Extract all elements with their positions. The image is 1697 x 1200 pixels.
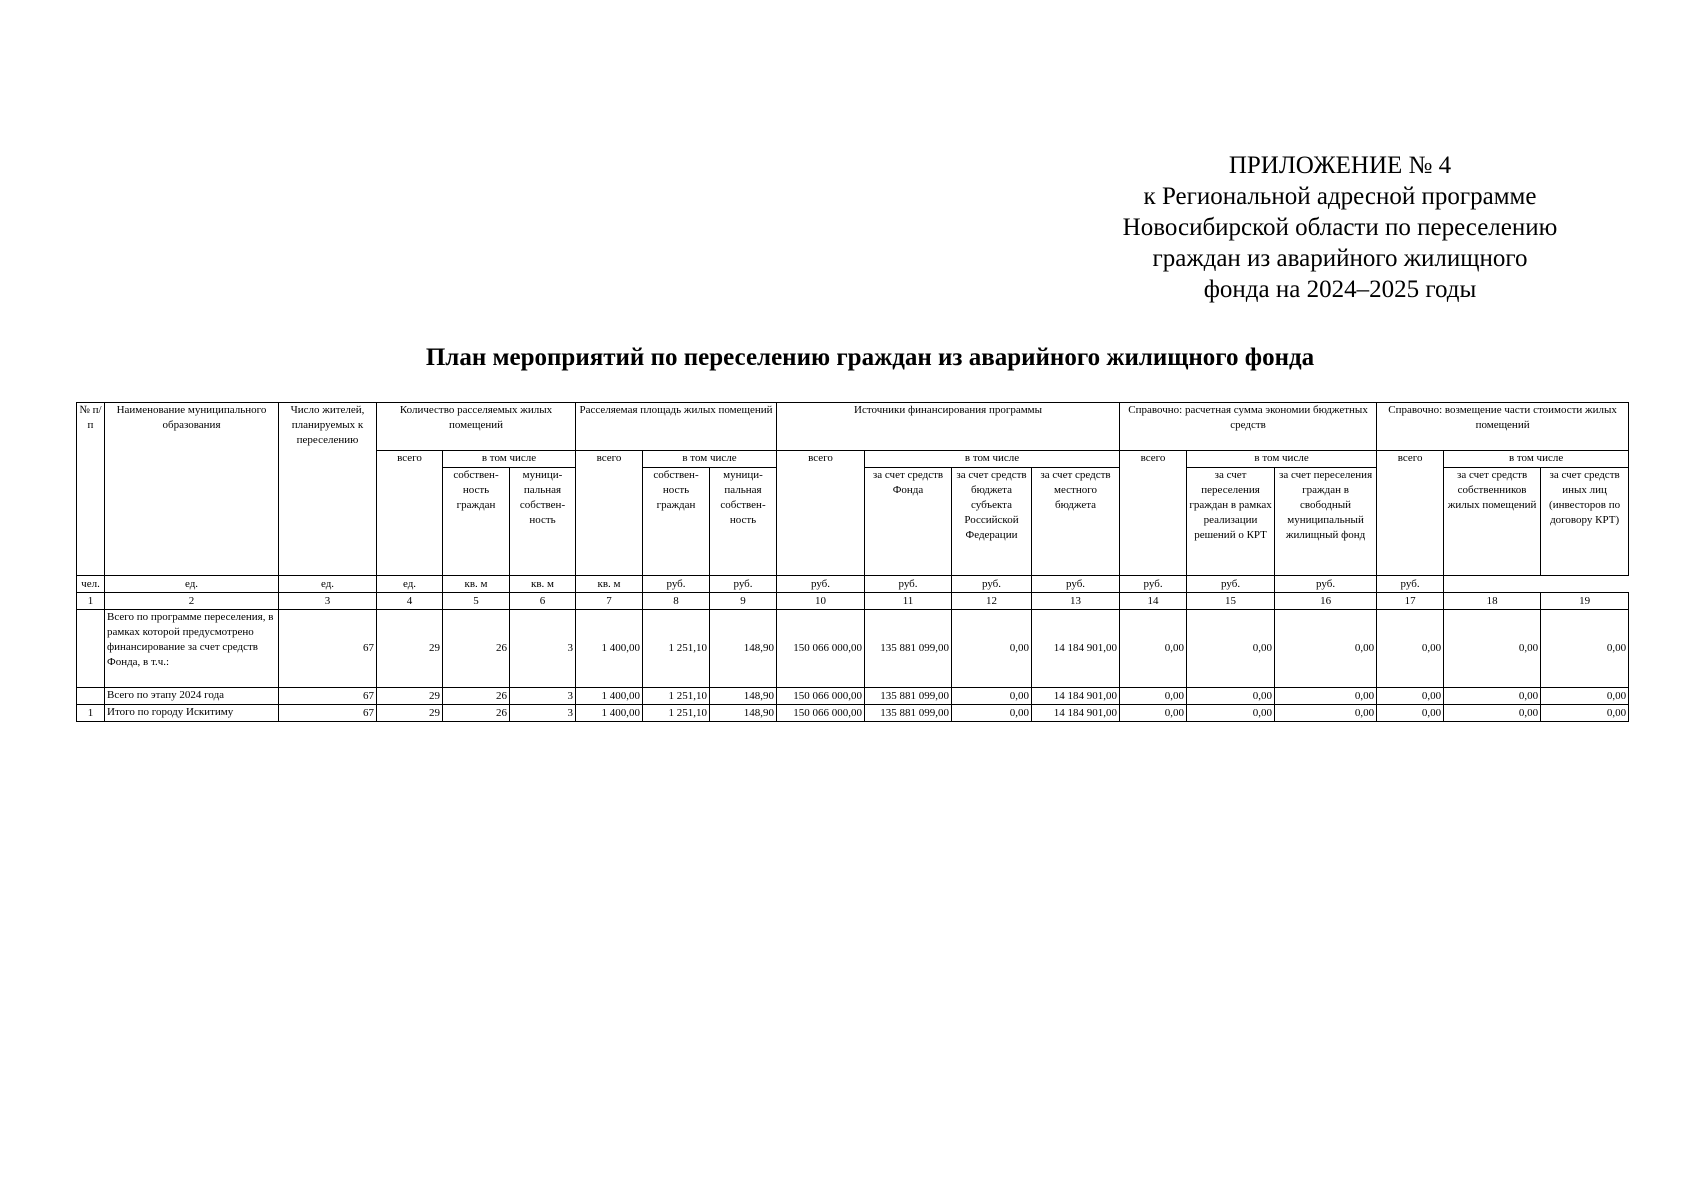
value-cell: 1 400,00	[576, 705, 643, 722]
header-num: № п/п	[77, 403, 105, 576]
value-cell: 26	[443, 705, 510, 722]
header-compensation-total: всего	[1377, 451, 1444, 576]
header-resettle-free: за счет переселения граждан в свободный муниципальный жилищный фонд	[1275, 468, 1377, 576]
value-cell: 3	[510, 705, 576, 722]
value-cell: 14 184 901,00	[1032, 610, 1120, 688]
value-cell: 148,90	[710, 610, 777, 688]
header-quantity-incl: в том числе	[443, 451, 576, 468]
unit-cell: руб.	[1187, 576, 1275, 593]
value-cell: 67	[279, 610, 377, 688]
document-title: План мероприятий по переселению граждан из аварийного жилищного фонда	[425, 344, 1315, 371]
header-area: Расселяемая площадь жилых помещений	[576, 403, 777, 451]
header-quantity-total: всего	[377, 451, 443, 576]
value-cell: 0,00	[1120, 610, 1187, 688]
column-number-row	[77, 593, 1629, 610]
column-number: 17	[1377, 593, 1444, 610]
value-cell: 0,00	[1187, 610, 1275, 688]
value-cell: 3	[510, 610, 576, 688]
unit-cell: руб.	[643, 576, 710, 593]
header-economy: Справочно: расчетная сумма экономии бюджетных средств	[1120, 403, 1377, 451]
row-number: 1	[77, 705, 105, 722]
value-cell: 1 251,10	[643, 705, 710, 722]
unit-cell: руб.	[865, 576, 952, 593]
units-row	[77, 576, 1629, 593]
column-number: 7	[576, 593, 643, 610]
column-number: 19	[1541, 593, 1629, 610]
value-cell: 150 066 000,00	[777, 610, 865, 688]
unit-cell: руб.	[777, 576, 865, 593]
header-local-budget: за счет средств местного бюджета	[1032, 468, 1120, 576]
value-cell: 14 184 901,00	[1032, 705, 1120, 722]
value-cell: 0,00	[1541, 705, 1629, 722]
table-row	[77, 688, 1629, 705]
header-subject-budget: за счет средств бюджета субъекта Российской Федерации	[952, 468, 1032, 576]
value-cell: 0,00	[1120, 705, 1187, 722]
unit-cell: ед.	[279, 576, 377, 593]
unit-cell: руб.	[710, 576, 777, 593]
header-fund: за счет средств Фонда	[865, 468, 952, 576]
value-cell: 29	[377, 705, 443, 722]
unit-cell: ед.	[377, 576, 443, 593]
unit-cell: руб.	[1275, 576, 1377, 593]
column-number: 11	[865, 593, 952, 610]
value-cell: 1 400,00	[576, 610, 643, 688]
value-cell: 26	[443, 610, 510, 688]
column-number: 16	[1275, 593, 1377, 610]
unit-cell: руб.	[1120, 576, 1187, 593]
value-cell: 0,00	[1120, 688, 1187, 705]
value-cell: 0,00	[1275, 610, 1377, 688]
header-compensation: Справочно: возмещение части стоимости жилых помещений	[1377, 403, 1629, 451]
header-economy-total: всего	[1120, 451, 1187, 576]
table-row	[77, 610, 1629, 688]
header-area-total: всего	[576, 451, 643, 576]
row-number	[77, 610, 105, 688]
value-cell: 29	[377, 688, 443, 705]
column-number: 4	[377, 593, 443, 610]
resettlement-plan-table	[76, 402, 1629, 722]
column-number: 5	[443, 593, 510, 610]
unit-cell: чел.	[77, 576, 105, 593]
column-number: 2	[105, 593, 279, 610]
row-name: Всего по программе переселения, в рамках которой предусмотрено финансирование за счет средств Фонда, в т.ч.:	[105, 610, 279, 688]
value-cell: 0,00	[1444, 705, 1541, 722]
value-cell: 1 400,00	[576, 688, 643, 705]
appendix-line: Новосибирской области по переселению	[1122, 214, 1558, 241]
value-cell: 0,00	[1275, 688, 1377, 705]
header-owners: за счет средств собственников жилых помещений	[1444, 468, 1541, 576]
column-number: 1	[77, 593, 105, 610]
unit-cell: руб.	[1377, 576, 1444, 593]
column-number: 13	[1032, 593, 1120, 610]
column-number: 10	[777, 593, 865, 610]
header-resettle-krt: за счет переселения граждан в рамках реализации решений о КРТ	[1187, 468, 1275, 576]
value-cell: 0,00	[1377, 610, 1444, 688]
appendix-line: к Региональной адресной программе	[1143, 183, 1537, 210]
row-number	[77, 688, 105, 705]
column-number: 3	[279, 593, 377, 610]
unit-cell: руб.	[952, 576, 1032, 593]
value-cell: 0,00	[1541, 688, 1629, 705]
unit-cell: ед.	[105, 576, 279, 593]
appendix-line: ПРИЛОЖЕНИЕ № 4	[1228, 152, 1452, 179]
header-area-municipal: муници-пальная собствен-ность	[710, 468, 777, 576]
value-cell: 0,00	[1275, 705, 1377, 722]
value-cell: 0,00	[952, 610, 1032, 688]
value-cell: 148,90	[710, 688, 777, 705]
unit-cell: кв. м	[443, 576, 510, 593]
column-number: 15	[1187, 593, 1275, 610]
value-cell: 1 251,10	[643, 688, 710, 705]
header-sources: Источники финансирования программы	[777, 403, 1120, 451]
value-cell: 135 881 099,00	[865, 705, 952, 722]
column-number: 18	[1444, 593, 1541, 610]
value-cell: 0,00	[1187, 688, 1275, 705]
value-cell: 1 251,10	[643, 610, 710, 688]
value-cell: 0,00	[1377, 705, 1444, 722]
value-cell: 150 066 000,00	[777, 705, 865, 722]
header-investors: за счет средств иных лиц (инвесторов по договору КРТ)	[1541, 468, 1629, 576]
value-cell: 0,00	[952, 688, 1032, 705]
value-cell: 67	[279, 688, 377, 705]
row-name: Итого по городу Искитиму	[105, 705, 279, 722]
value-cell: 0,00	[1377, 688, 1444, 705]
value-cell: 148,90	[710, 705, 777, 722]
value-cell: 0,00	[1444, 688, 1541, 705]
value-cell: 3	[510, 688, 576, 705]
value-cell: 26	[443, 688, 510, 705]
value-cell: 14 184 901,00	[1032, 688, 1120, 705]
row-name: Всего по этапу 2024 года	[105, 688, 279, 705]
value-cell: 67	[279, 705, 377, 722]
header-area-incl: в том числе	[643, 451, 777, 468]
header-name: Наименование муниципального образования	[105, 403, 279, 576]
column-number: 12	[952, 593, 1032, 610]
value-cell: 29	[377, 610, 443, 688]
appendix-header	[1060, 150, 1620, 305]
header-residents: Число жителей, планируемых к переселению	[279, 403, 377, 576]
header-row-groups	[77, 403, 1629, 451]
header-sources-incl: в том числе	[865, 451, 1120, 468]
value-cell: 135 881 099,00	[865, 688, 952, 705]
appendix-line: фонда на 2024–2025 годы	[1203, 276, 1477, 303]
column-number: 9	[710, 593, 777, 610]
value-cell: 0,00	[1444, 610, 1541, 688]
value-cell: 0,00	[1541, 610, 1629, 688]
header-area-own-citizens: собствен-ность граждан	[643, 468, 710, 576]
header-economy-incl: в том числе	[1187, 451, 1377, 468]
value-cell: 150 066 000,00	[777, 688, 865, 705]
header-quantity: Количество расселяемых жилых помещений	[377, 403, 576, 451]
unit-cell: кв. м	[576, 576, 643, 593]
header-compensation-incl: в том числе	[1444, 451, 1629, 468]
unit-cell: кв. м	[510, 576, 576, 593]
table-row	[77, 705, 1629, 722]
column-number: 14	[1120, 593, 1187, 610]
header-quantity-own-citizens: собствен-ность граждан	[443, 468, 510, 576]
column-number: 6	[510, 593, 576, 610]
value-cell: 135 881 099,00	[865, 610, 952, 688]
value-cell: 0,00	[1187, 705, 1275, 722]
header-sources-total: всего	[777, 451, 865, 576]
value-cell: 0,00	[952, 705, 1032, 722]
unit-cell: руб.	[1032, 576, 1120, 593]
appendix-line: граждан из аварийного жилищного	[1152, 245, 1528, 272]
header-quantity-municipal: муници-пальная собствен-ность	[510, 468, 576, 576]
column-number: 8	[643, 593, 710, 610]
